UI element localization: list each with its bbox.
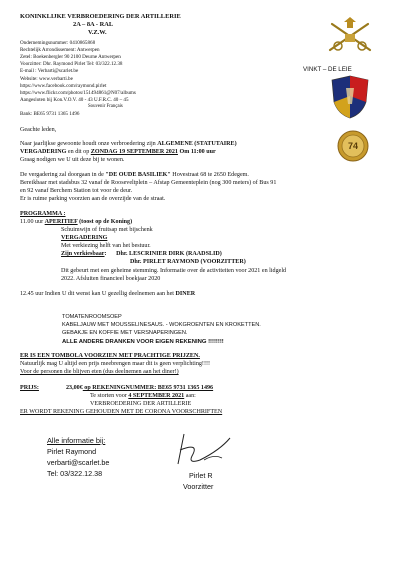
venue-name: "DE OUDE BASILIEK" [105,172,171,178]
org-name: KONINKLIJKE VERBROEDERING DER ARTILLERIE [20,13,181,20]
vergadering-label: VERGADERING [61,235,108,241]
menu-drinks: ALLE ANDERE DRANKEN VOOR EIGEN REKENING !!!!!!!! [62,339,224,345]
org-units: 2A – 8A - RAL [73,21,114,28]
signature-role: Voorzitter [183,482,214,491]
price-account: op REKENINGNUMMER: BE65 9731 1365 1496 [82,385,214,391]
diner-line [20,291,195,298]
program-aperitief-line [20,219,132,226]
intro-line-2 [20,149,216,156]
meta-line: Zetel: Boekenbergler 90 2100 Deurne Antwerpen [20,54,121,60]
location-line-4: Er is ruime parking voorzien aan de overzijde van de straat. [20,196,166,202]
meta-affiliation: Aangesloten bij Kon.V.O.V. 40 - 43 U.F.R.C. 40 – 45 [20,97,129,103]
venue-address: Hovestraat 68 te 2650 Edegem. [170,172,249,178]
medal-number: 74 [347,141,358,151]
diner-text: 12.45 uur Indien U dit wenst kan U gezellig deelnemen aan het [20,291,176,297]
price-amount: 23,00€ [66,385,83,391]
souvenir-label: Souvenir Français [88,104,123,109]
meeting-time: Om 11:00 uur [177,149,216,155]
menu-item: TOMATENROOMSOEP [62,314,122,320]
meta-facebook[interactable]: https://www.facebook.com/raymond.pirlet [20,83,107,89]
verkiezing-line: Met verkiezing helft van het bestuur. [61,243,151,249]
location-line-1 [20,172,249,179]
candidate-1: Dhr. LESCRINIER DIRK (RAADSLID) [116,251,222,257]
meta-line: Voorzitter: Dhr. Raymond Pirlet Tel: 03/322.12.38 [20,61,123,67]
candidate-2: Dhr. PIRLET RAYMOND (VOORZITTER) [130,259,246,265]
aperitief-note: (toost op de Koning) [77,219,133,225]
intro-line-3: Graag nodigen we U uit deze bij te wonen. [20,157,125,163]
intro-text: en dit op [66,149,91,155]
vinkt-shield-icon [330,74,370,120]
programma-title: PROGRAMMA : [20,211,66,217]
schuimwijn-line: Schuimwijn of fruitsap met bijschenk [61,227,153,233]
deadline-line [90,393,196,400]
bank-account: Bank: BE65 9731 1365 1496 [20,111,80,117]
meta-line: Rechtelijk Arrondissement: Antwerpen [20,47,100,53]
tombola-line-2: Natuurlijk mag U altijd een prijs meebrengen maar dit is geen verplichting!!!! [20,361,211,367]
meeting-date: ZONDAG 19 SEPTEMBER 2021 [90,149,178,155]
tombola-line-3: Voor de personen die blijven eten (dus deelnemen aan het diner!) [20,369,179,375]
info-line-2: 2022. Afsluiten financieel boekjaar 2020 [61,276,161,282]
org-vzw: V.Z.W. [88,29,107,36]
location-line-3: en 92 vanaf Berchem Station tot voor de deur. [20,188,133,194]
menu-item: GEBAKJE EN KOFFIE MET VERSNAPERINGEN. [62,330,188,336]
verkiesbaar-label: Zijn verkiesbaar [61,251,105,257]
meta-website[interactable]: Website: www.verbarti.be [20,76,73,82]
location-text: De vergadering zal doorgaan in de [20,172,106,178]
greeting: Geachte leden, [20,127,57,133]
signature-image [170,420,240,475]
contact-name: Pirlet Raymond [47,447,97,456]
deadline-text-end: aan: [184,393,196,399]
corona-notice: ER WORDT REKENING GEHOUDEN MET DE CORONA VOORSCHRIFTEN [20,409,223,415]
price-line [66,385,213,392]
location-line-2: Bereikbaar met stadsbus 32 vanaf de Rooseveltplein – Afstap Gemeenteplein (nog 300 meters) of Bus 91 [20,180,277,186]
signature-name: Pirlet R [189,471,213,480]
price-label: PRIJS: [20,385,39,391]
info-title: Alle informatie bij: [47,436,106,445]
tombola-title: ER IS EEN TOMBOLA VOORZIEN MET PRACHTIGE PRIJZEN. [20,353,200,359]
recipient-line: VERBROEDERING DER ARTILLERIE [90,401,192,407]
aperitief-label: APERITIEF [44,219,78,225]
verkiesbaar-line: Zijn verkiesbaar: Dhr. LESCRINIER DIRK (RAADSLID) [61,251,222,257]
intro-text: Naar jaarlijkse gewoonte houdt onze verbroedering zijn [20,141,158,147]
vinkt-label: VINKT – DE LEIE [303,66,352,73]
deadline-date: 4 SEPTEMBER 2021 [128,393,185,399]
menu-item: KABELJAUW MET MOUSSELINESAUS. - WOKGROENTEN EN KROKETTEN. [62,322,261,328]
intro-line-1 [20,141,237,148]
contact-email[interactable]: verbarti@scarlet.be [47,458,110,467]
deadline-text: Te storten voor [90,393,129,399]
meta-line: Ondernemingsnummer: 0410865868 [20,40,96,46]
time-1100: 11.00 uur [20,219,45,225]
intro-bold-vergadering: VERGADERING [20,149,67,155]
meta-email: E-mail : Verbarti@scarlet.be [20,68,79,74]
diner-label: DINER [175,291,196,297]
meta-flickr[interactable]: https://www.flickr.com/photos/151494861@N07/albums [20,90,136,96]
intro-bold-algemene: ALGEMENE (STATUTAIRE) [157,141,237,147]
crossed-cannons-logo [320,14,380,58]
contact-tel: Tel: 03/322.12.38 [47,469,103,478]
info-line-1: Dit gebeurt met een geheime stemming. Informatie over de activiteiten voor 2021 en lidgeld [61,268,287,274]
